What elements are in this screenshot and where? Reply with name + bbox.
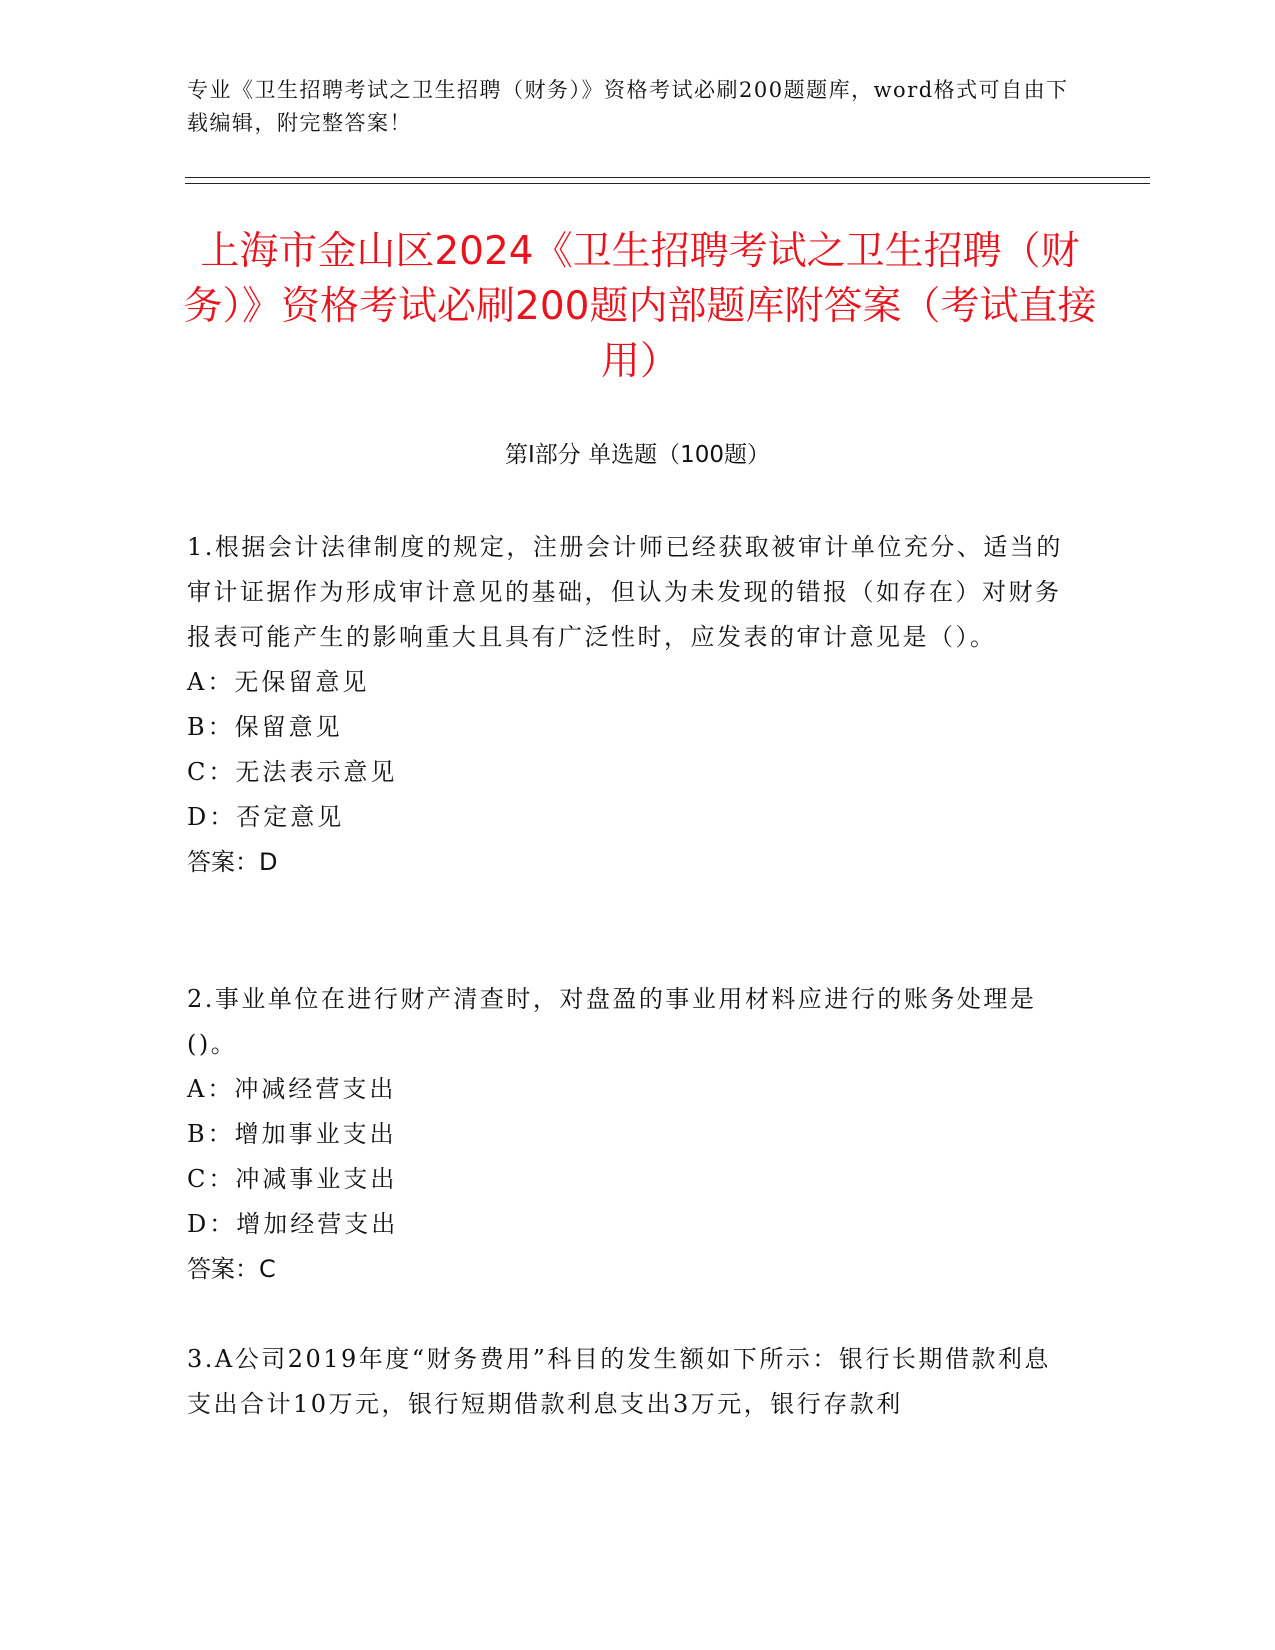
question-3 [187,1337,1077,1427]
option-a: A：无保留意见 [187,668,370,696]
answer: 答案：D [187,848,278,876]
question-1 [187,525,1077,885]
option-b: B：增加事业支出 [187,1120,397,1148]
option-c: C：无法表示意见 [187,758,398,786]
answer: 答案：C [187,1255,276,1283]
question-text: 3.A公司2019年度“财务费用”科目的发生额如下所示：银行长期借款利息支出合计10万元，银行短期借款利息支出3万元，银行存款利 [187,1345,1051,1418]
header-divider-top [185,177,1150,178]
option-a: A：冲减经营支出 [187,1075,397,1103]
question-2 [187,977,1077,1292]
document-title: 上海市金山区2024《卫生招聘考试之卫生招聘（财务）》资格考试必刷200题内部题库附答案（考试直接用） [183,229,1097,384]
option-d: D：增加经营支出 [187,1210,399,1238]
option-c: C：冲减事业支出 [187,1165,398,1193]
header-note: 专业《卫生招聘考试之卫生招聘（财务）》资格考试必刷200题题库，word格式可自由下载编辑，附完整答案！ [187,78,1069,135]
option-d: D：否定意见 [187,803,345,831]
question-text: 1.根据会计法律制度的规定，注册会计师已经获取被审计单位充分、适当的审计证据作为形成审计意见的基础，但认为未发现的错报（如存在）对财务报表可能产生的影响重大且具有广泛性时，应发表的审计意见是（）。 [187,533,1063,651]
section-heading: 第Ⅰ部分 单选题（100题） [505,442,770,468]
option-b: B：保留意见 [187,713,343,741]
question-text: 2.事业单位在进行财产清查时，对盘盈的事业用材料应进行的账务处理是()。 [187,985,1037,1058]
header-divider-bottom [185,183,1150,184]
